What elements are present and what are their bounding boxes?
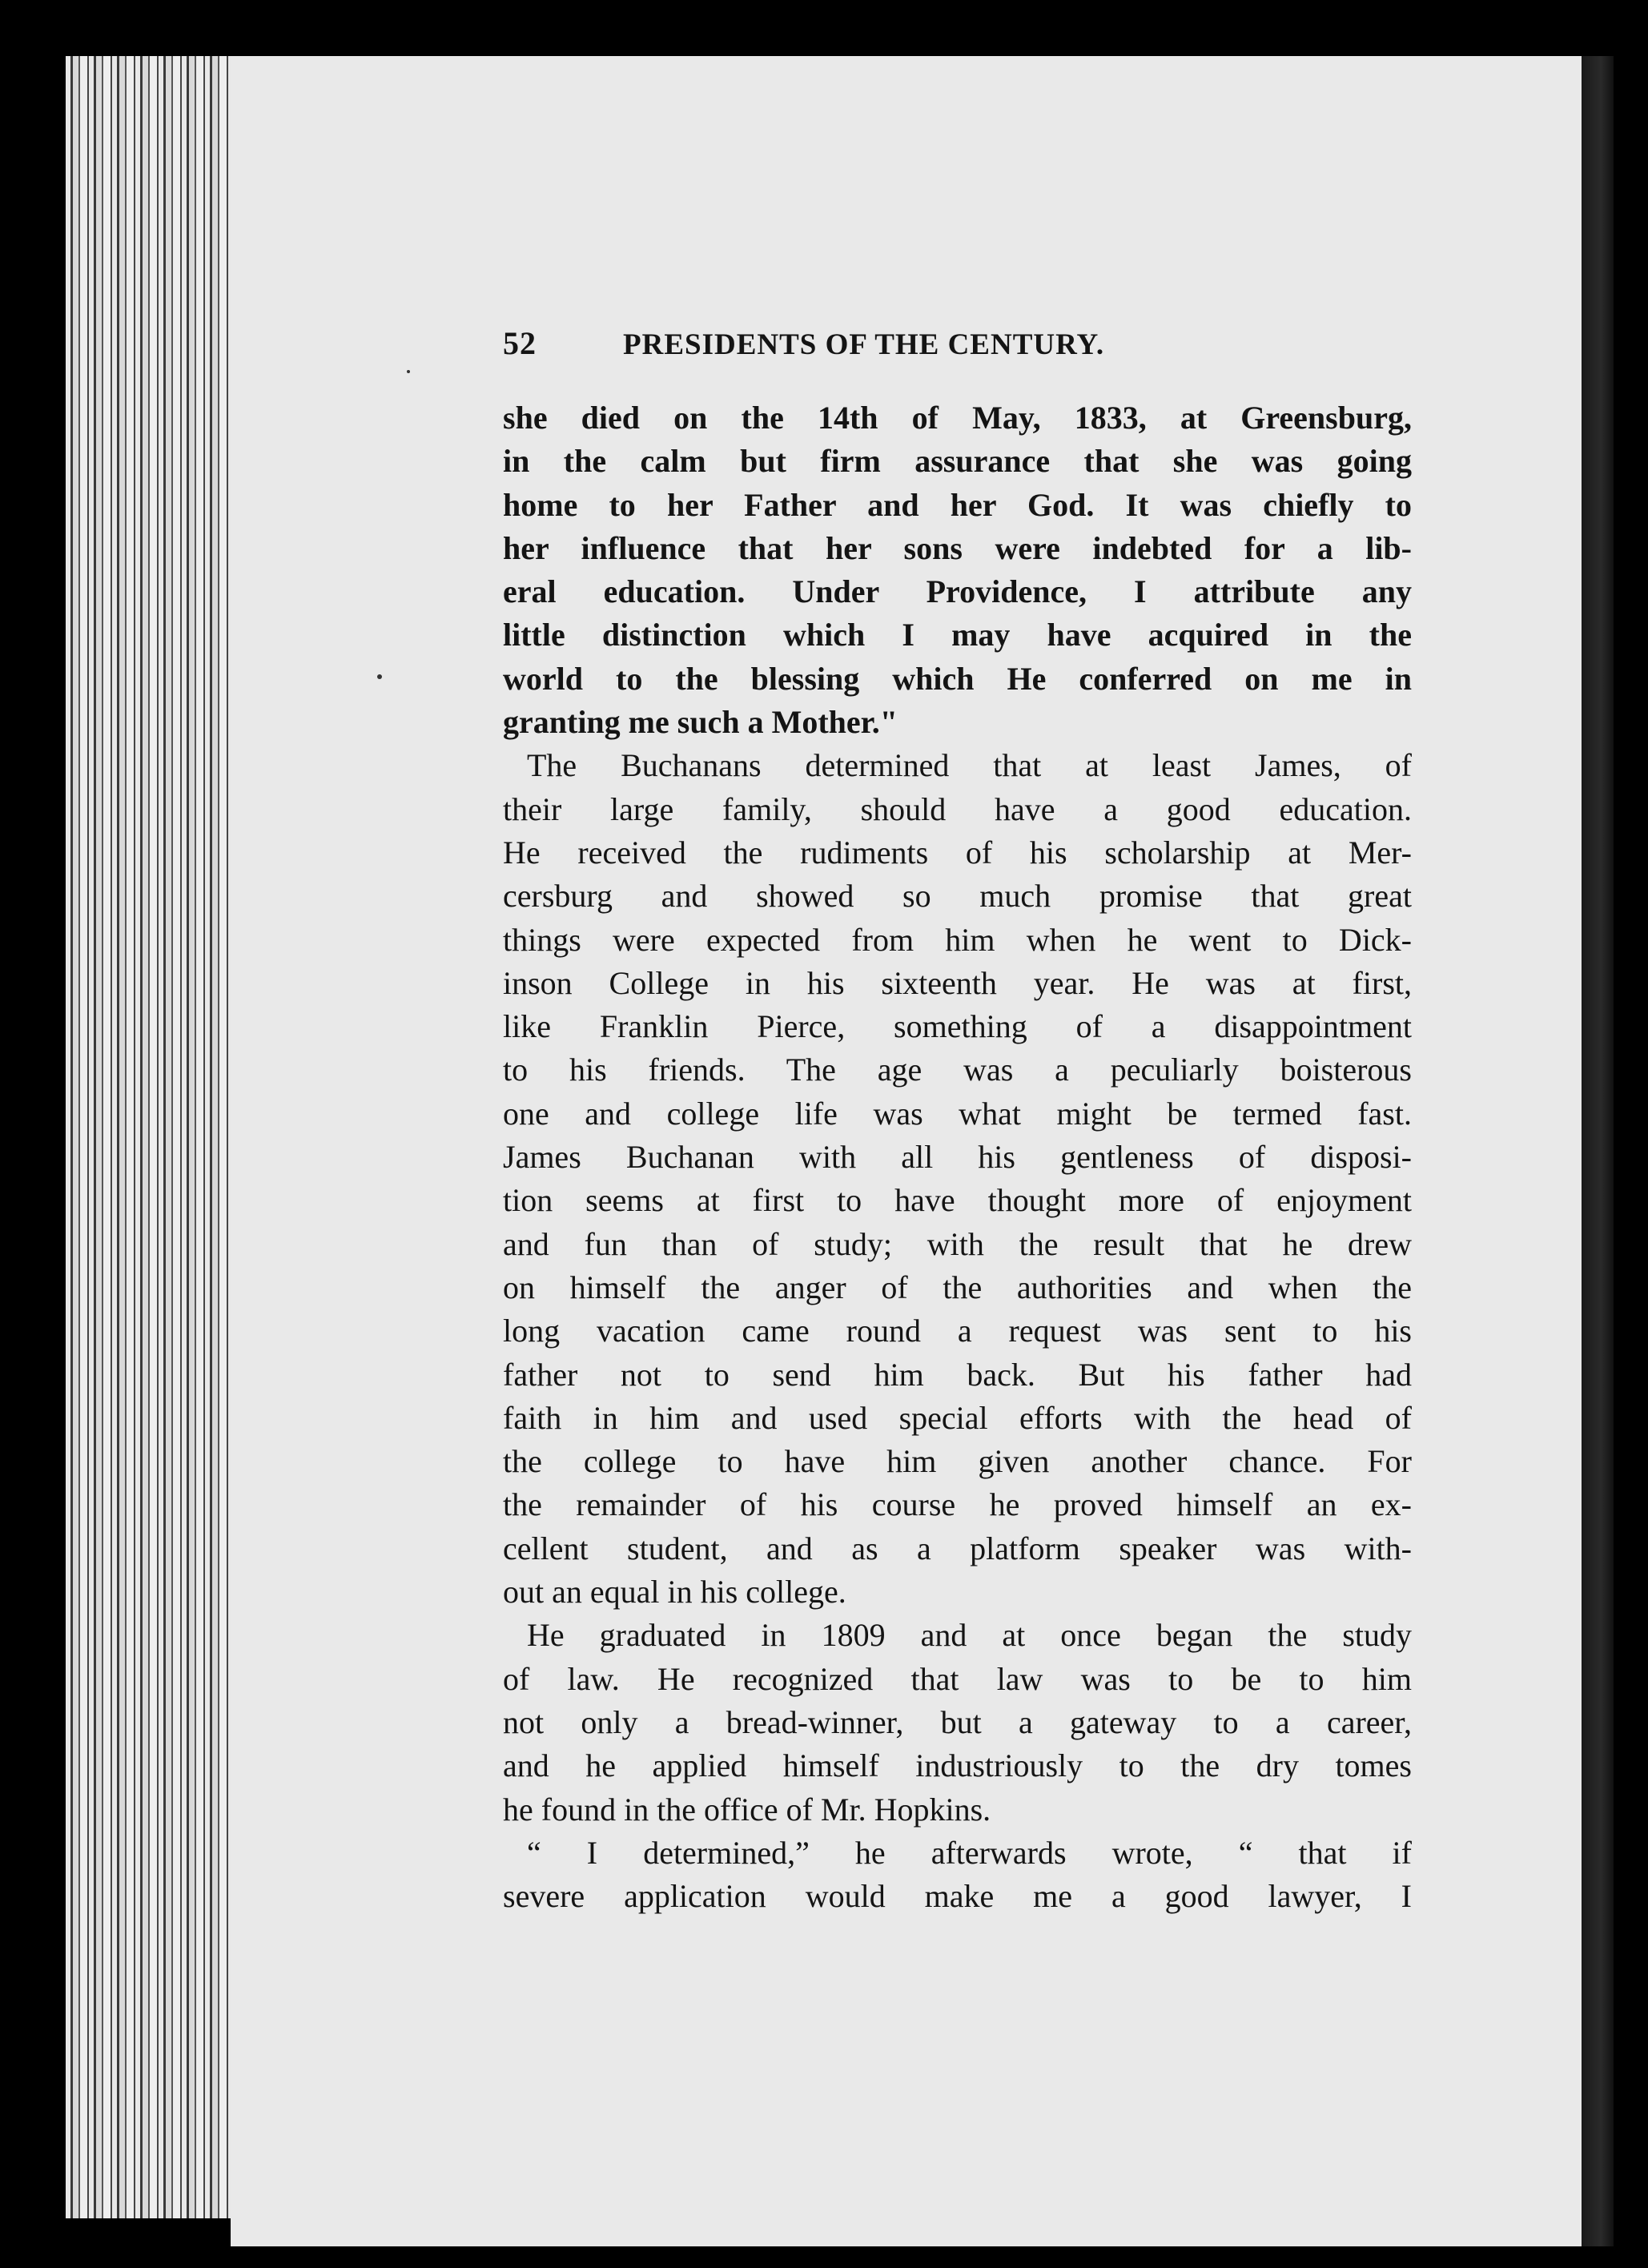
text-line: the remainder of his course he proved himself an ex- (503, 1486, 1412, 1523)
text-line: not only a bread-winner, but a gateway to a career, (503, 1703, 1412, 1740)
speck (377, 674, 382, 679)
text-line: to his friends. The age was a peculiarly boisterous (503, 1052, 1412, 1088)
text-line: their large family, should have a good education. (503, 790, 1412, 827)
text-line: on himself the anger of the authorities and when the (503, 1269, 1412, 1305)
text-line: He received the rudiments of his scholarship at Mer- (503, 834, 1412, 871)
text-line: The Buchanans determined that at least James, of (527, 747, 1412, 784)
text-line: long vacation came round a request was sent to his (503, 1313, 1412, 1349)
text-line: He graduated in 1809 and at once began the study (527, 1617, 1412, 1654)
text-line: little distinction which I may have acquired in the (503, 617, 1412, 653)
text-line: one and college life was what might be termed fast. (503, 1095, 1412, 1132)
text-line: and he applied himself industriously to the dry tomes (503, 1747, 1412, 1784)
page-stack-edges (66, 56, 234, 2218)
text-line: of law. He recognized that law was to be to him (503, 1660, 1412, 1697)
text-line: cersburg and showed so much promise that great (503, 878, 1412, 915)
running-title: PRESIDENTS OF THE CENTURY. (623, 328, 1105, 361)
text-line: her influence that her sons were indebted for a lib- (503, 529, 1412, 566)
right-binding-edge (1582, 56, 1614, 2246)
text-line: things were expected from him when he went to Dick- (503, 921, 1412, 958)
text-line: out an equal in his college. (503, 1574, 846, 1611)
text-line: home to her Father and her God. It was chiefly to (503, 486, 1412, 523)
text-line: world to the blessing which He conferred on me in (503, 660, 1412, 697)
text-line: tion seems at first to have thought more of enjoyment (503, 1182, 1412, 1219)
text-line: she died on the 14th of May, 1833, at Greensburg, (503, 400, 1412, 436)
text-line: “ I determined,” he afterwards wrote, “ that if (527, 1834, 1412, 1871)
body-text (503, 396, 1412, 1918)
text-line: severe application would make me a good lawyer, I (503, 1878, 1412, 1915)
text-line: eral education. Under Providence, I attribute any (503, 573, 1412, 610)
text-line: he found in the office of Mr. Hopkins. (503, 1791, 991, 1828)
text-line: inson College in his sixteenth year. He was at first, (503, 964, 1412, 1001)
text-line: cellent student, and as a platform speaker was with- (503, 1530, 1412, 1566)
page-number: 52 (503, 325, 537, 361)
text-line: the college to have him given another chance. For (503, 1443, 1412, 1480)
text-line: father not to send him back. But his father had (503, 1356, 1412, 1393)
text-line: in the calm but firm assurance that she was going (503, 443, 1412, 480)
running-header (503, 324, 1412, 396)
text-line: James Buchanan with all his gentleness of disposi- (503, 1139, 1412, 1176)
text-line: and fun than of study; with the result that he drew (503, 1225, 1412, 1262)
text-line: faith in him and used special efforts with the head of (503, 1399, 1412, 1436)
text-line: granting me such a Mother." (503, 704, 898, 741)
speck (407, 370, 410, 373)
text-line: like Franklin Pierce, something of a disappointment (503, 1008, 1412, 1045)
page-text (503, 324, 1412, 1918)
